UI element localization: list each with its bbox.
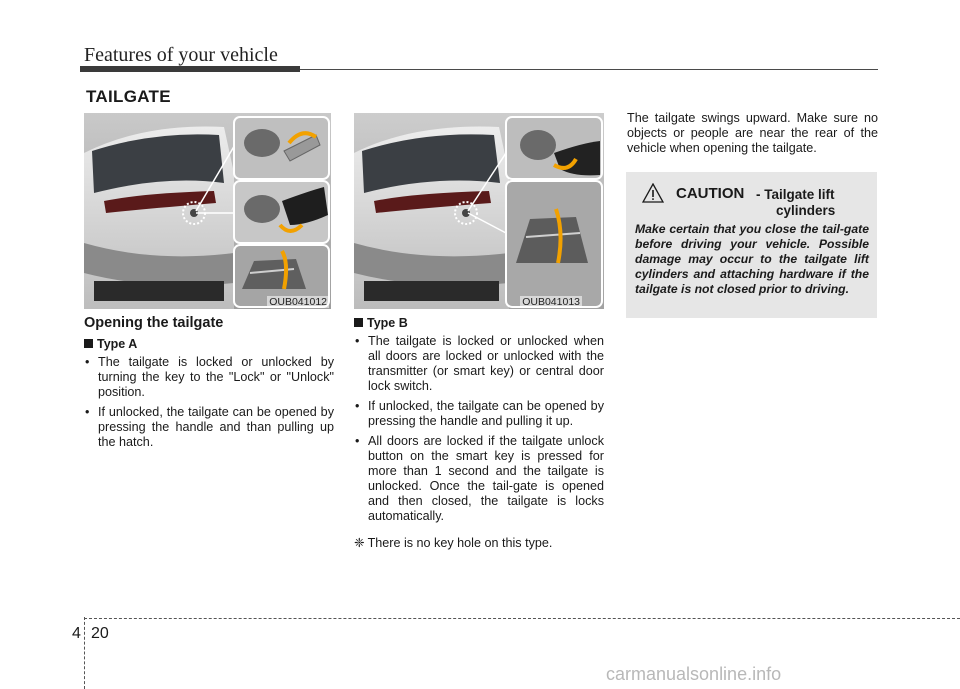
type-b-bullets [354,334,604,524]
caution-subject-line1: - Tailgate lift [756,187,835,202]
list-item: • If unlocked, the tailgate can be opened by pressing the handle and than pulling up the hatch. [84,405,334,450]
caution-box [626,172,877,318]
caution-body: Make certain that you close the tail-gate before driving your vehicle. Possible damage may occur to the tailgate lift cylinders and attaching hardware if the tailgate is not closed prior to driving. [635,222,869,296]
column-type-a [84,316,334,455]
page-number: 20 [91,625,109,642]
header-bar [80,66,300,72]
type-a-bullets [84,355,334,450]
list-item: • The tailgate is locked or unlocked by turning the key to the "Lock" or "Unlock" position. [84,355,334,400]
type-b-label: Type B [354,316,604,331]
figure-code-a: OUB041012 [269,296,327,308]
car-rear-illustration-a [84,113,331,309]
square-bullet-icon [354,318,363,327]
subsection-heading: Opening the tailgate [84,315,224,331]
figure-type-a [84,113,331,309]
column-type-b [354,316,604,551]
watermark: carmanualsonline.info [606,664,782,684]
caution-subject-line2: cylinders [776,203,836,218]
intro-paragraph: The tailgate swings upward. Make sure no objects or people are near the rear of the vehicle when opening the tailgate. [627,111,878,155]
chapter-number: 4 [72,625,81,642]
list-item: • If unlocked, the tailgate can be opened by pressing the handle and pulling it up. [354,399,604,429]
warning-triangle-icon [642,183,664,203]
square-bullet-icon [84,339,93,348]
column-right [627,111,878,156]
type-a-label: Type A [84,337,334,352]
note-symbol-icon: ❈ [354,536,365,550]
car-rear-illustration-b [354,113,604,309]
figure-code-b: OUB041013 [522,296,580,308]
section-title: TAILGATE [86,87,171,106]
caution-label: CAUTION [676,185,745,202]
list-item: • All doors are locked if the tailgate unlock button on the smart key is pressed for more than 1 second and the tailgate is unlocked. Once the tail-gate is opened and then closed, the tailgate is locks automatically. [354,434,604,524]
footer-horizontal-rule [84,618,960,619]
footer-vertical-rule [84,617,85,689]
list-item: • The tailgate is locked or unlocked when all doors are locked or unlocked with the transmitter (or smart key) or central door lock switch. [354,334,604,394]
note: ❈ There is no key hole on this type. [354,536,553,550]
header-rule [300,69,878,70]
figure-type-b [354,113,604,309]
running-header: Features of your vehicle [84,44,278,66]
